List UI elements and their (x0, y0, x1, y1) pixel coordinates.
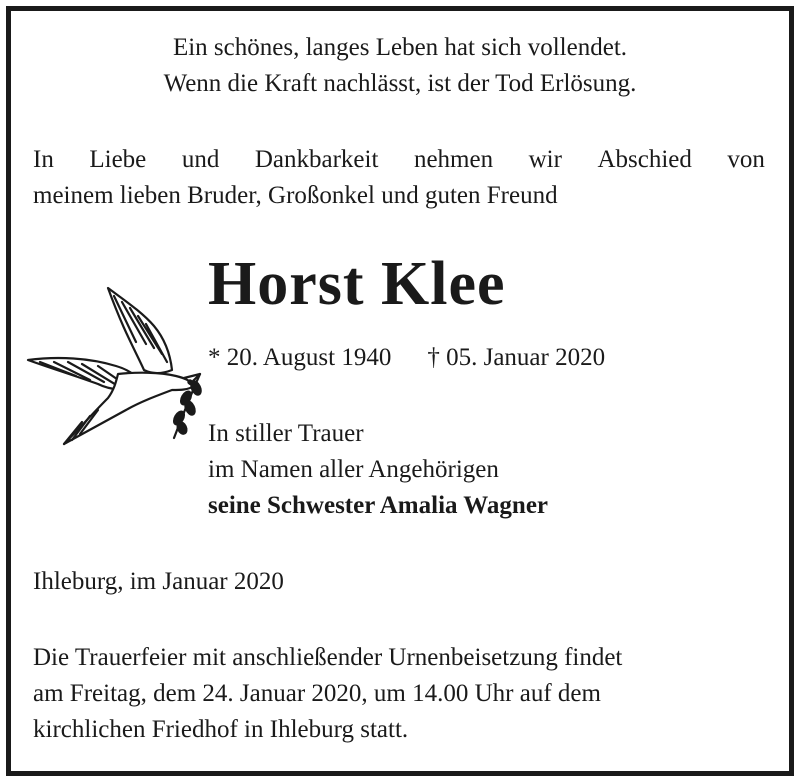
farewell-line-2: meinem lieben Bruder, Großonkel und guten Freund (33, 182, 558, 209)
farewell-word: In (33, 146, 54, 173)
mourners-line-1: In stiller Trauer (208, 420, 364, 447)
farewell-word: wir (528, 146, 562, 173)
deceased-name: Horst Klee (208, 250, 506, 318)
mourners-signature: seine Schwester Amalia Wagner (208, 492, 549, 519)
ceremony-line-1: Die Trauerfeier mit anschließender Urnenbeisetzung findet (33, 644, 623, 671)
mourners-line-2: im Namen aller Angehörigen (208, 456, 499, 483)
farewell-word: Liebe (89, 146, 147, 173)
life-dates (208, 340, 605, 376)
birth-date: * 20. August 1940 (208, 344, 392, 371)
place-and-date: Ihleburg, im Januar 2020 (33, 568, 284, 595)
farewell-line-1 (33, 142, 765, 178)
farewell-word: und (181, 146, 220, 173)
farewell-word: von (727, 146, 765, 173)
dove-with-olive-branch-icon (24, 282, 214, 452)
ceremony-line-2: am Freitag, dem 24. Januar 2020, um 14.00 Uhr auf dem (33, 680, 601, 707)
farewell-word: Dankbarkeit (254, 146, 379, 173)
death-date: † 05. Januar 2020 (427, 344, 606, 371)
mourners-block (208, 416, 548, 524)
intro-line-2: Wenn die Kraft nachlässt, ist der Tod Erlösung. (163, 70, 637, 97)
farewell-word: nehmen (413, 146, 494, 173)
farewell-word: Abschied (597, 146, 692, 173)
intro-line-1: Ein schönes, langes Leben hat sich vollendet. (172, 34, 628, 61)
ceremony-line-3: kirchlichen Friedhof in Ihleburg statt. (33, 716, 409, 743)
